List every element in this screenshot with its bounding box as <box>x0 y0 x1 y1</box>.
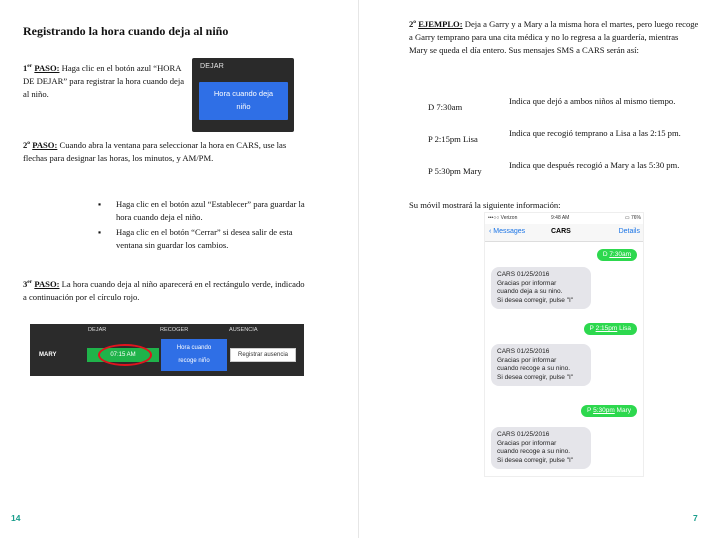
battery-percent: 76% <box>630 215 641 221</box>
sms-code: P 5:30pm Mary <box>428 166 482 176</box>
message-prefix: D <box>602 251 610 258</box>
step-1-label: PASO: <box>34 62 60 73</box>
message-line: Si desea corregir, pulse "I" <box>497 373 574 381</box>
message-line: cuando deja a su nino. <box>497 288 563 295</box>
message-line: CARS 01/25/2016 <box>497 271 550 278</box>
message-prefix: P <box>587 407 594 414</box>
bullet-text: Haga clic en el botón “Cerrar” si desea salir de esta ventana sin guardar los cambios. <box>116 227 293 250</box>
child-name: MARY <box>39 352 57 358</box>
bullet-text: Haga clic en el botón azul “Establecer” para guardar la hora cuando deja el niño. <box>116 199 305 222</box>
conversation-title: CARS <box>551 228 571 235</box>
carrier-label: •••○○ Verizon <box>488 215 518 221</box>
message-time-link[interactable]: 2:15pm <box>595 325 618 332</box>
message-line: CARS 01/25/2016 <box>497 348 550 355</box>
received-message <box>491 427 591 469</box>
sent-message <box>597 249 637 261</box>
sms-description: Indica que después recogió a Mary a las 5:30 pm. <box>509 160 680 170</box>
pickup-button-line-1: Hora cuando <box>176 345 212 351</box>
example-paragraph <box>409 16 699 57</box>
sms-description: Indica que recogió temprano a Lisa a las 2:15 pm. <box>509 128 681 138</box>
bullet-dot-icon: ▪ <box>98 227 102 237</box>
left-page <box>0 0 358 538</box>
message-line: Gracias por informar <box>497 279 557 287</box>
highlight-circle <box>98 344 152 366</box>
message-suffix: Mary <box>614 407 631 414</box>
message-line: Si desea corregir, pulse "I" <box>497 456 574 464</box>
example-number: 2 <box>409 18 414 29</box>
phone-intro: Su móvil mostrará la siguiente información: <box>409 200 561 210</box>
pickup-time-button[interactable] <box>161 339 227 371</box>
bullet-item <box>98 226 318 252</box>
sms-code: P 2:15pm Lisa <box>428 134 478 144</box>
step-2-label: PASO: <box>32 139 58 150</box>
dejar-widget <box>192 58 294 132</box>
column-ausencia: AUSENCIA <box>229 327 258 333</box>
sms-description: Indica que dejó a ambos niños al mismo tiempo. <box>509 96 676 106</box>
messages-navbar <box>485 224 644 242</box>
dropoff-time-button[interactable] <box>199 82 288 120</box>
bullet-dot-icon: ▪ <box>98 199 102 209</box>
step-3-sup: er <box>27 279 33 285</box>
messages-back-button[interactable] <box>489 228 525 235</box>
sent-message <box>584 323 637 335</box>
dropoff-button-line-1: Hora cuando deja <box>213 89 274 98</box>
step-1-sup: er <box>27 63 33 69</box>
example-sup: o <box>413 19 417 25</box>
phone-status-bar <box>485 215 644 224</box>
battery-indicator <box>625 215 641 221</box>
step-1-text: Haga clic en el botón azul “HORA DE DEJAR” para registrar la hora cuando deja al niño. <box>23 62 185 99</box>
bullet-item <box>98 198 318 224</box>
step-2-bullets <box>98 198 318 254</box>
message-line: CARS 01/25/2016 <box>497 431 550 438</box>
right-page <box>359 0 717 538</box>
step-2-paragraph <box>23 137 308 165</box>
sms-code: D 7:30am <box>428 102 463 112</box>
page-number-right: 7 <box>693 513 698 523</box>
example-label: EJEMPLO: <box>418 18 463 29</box>
message-line: Gracias por informar <box>497 356 557 364</box>
pickup-button-line-2: recoge niño <box>178 358 210 364</box>
column-dejar: DEJAR <box>88 327 107 333</box>
message-prefix: P <box>589 325 596 332</box>
dejar-header: DEJAR <box>200 63 224 70</box>
step-3-label: PASO: <box>34 278 60 289</box>
column-recoger: RECOGER <box>160 327 189 333</box>
message-line: Gracias por informar <box>497 439 557 447</box>
chevron-left-icon: ‹ <box>489 228 494 235</box>
details-button[interactable]: Details <box>618 228 640 235</box>
message-line: Si desea corregir, pulse "I" <box>497 296 574 304</box>
step-2-text: Cuando abra la ventana para seleccionar la hora en CARS, use las flechas para designar las horas, los minutos, y AM/PM. <box>23 139 287 163</box>
dropoff-time-display: 07:15 AM <box>87 348 159 362</box>
section-title: Registrando la hora cuando deja al niño <box>23 24 229 38</box>
step-3-text: La hora cuando deja al niño aparecerá en el rectángulo verde, indicado a continuación por el círculo rojo. <box>23 278 305 302</box>
message-line: cuando recoge a su nino. <box>497 365 570 372</box>
step-2-sup: o <box>27 140 31 146</box>
dropoff-button-line-2: niño <box>236 102 251 111</box>
step-2-number: 2 <box>23 139 28 150</box>
step-1-paragraph <box>23 60 188 101</box>
example-text: Deja a Garry y a Mary a la misma hora el martes, pero luego recoge a Garry temprano para una cita médica y no lo regresa a la guardería, mientras Mary se queda el día entero. Sus mensajes SMS a CARS serán así: <box>409 18 699 55</box>
step-3-paragraph <box>23 276 308 304</box>
sent-message <box>581 405 637 417</box>
phone-time: 9:48 AM <box>551 215 570 221</box>
step-3-number: 3 <box>23 278 28 289</box>
message-line: cuando recoge a su nino. <box>497 448 570 455</box>
phone-screenshot <box>484 212 644 477</box>
page-number-left: 14 <box>11 513 21 523</box>
received-message <box>491 344 591 386</box>
message-time-link[interactable]: 5:30pm <box>593 407 615 414</box>
message-suffix: Lisa <box>617 325 631 332</box>
child-status-bar <box>30 324 304 376</box>
step-1-number: 1 <box>23 62 28 73</box>
battery-icon: ▭ <box>624 215 631 221</box>
back-label: Messages <box>493 228 526 235</box>
message-time-link[interactable]: 7:30am <box>609 251 631 258</box>
received-message <box>491 267 591 309</box>
register-absence-button[interactable]: Registrar ausencia <box>230 348 296 362</box>
